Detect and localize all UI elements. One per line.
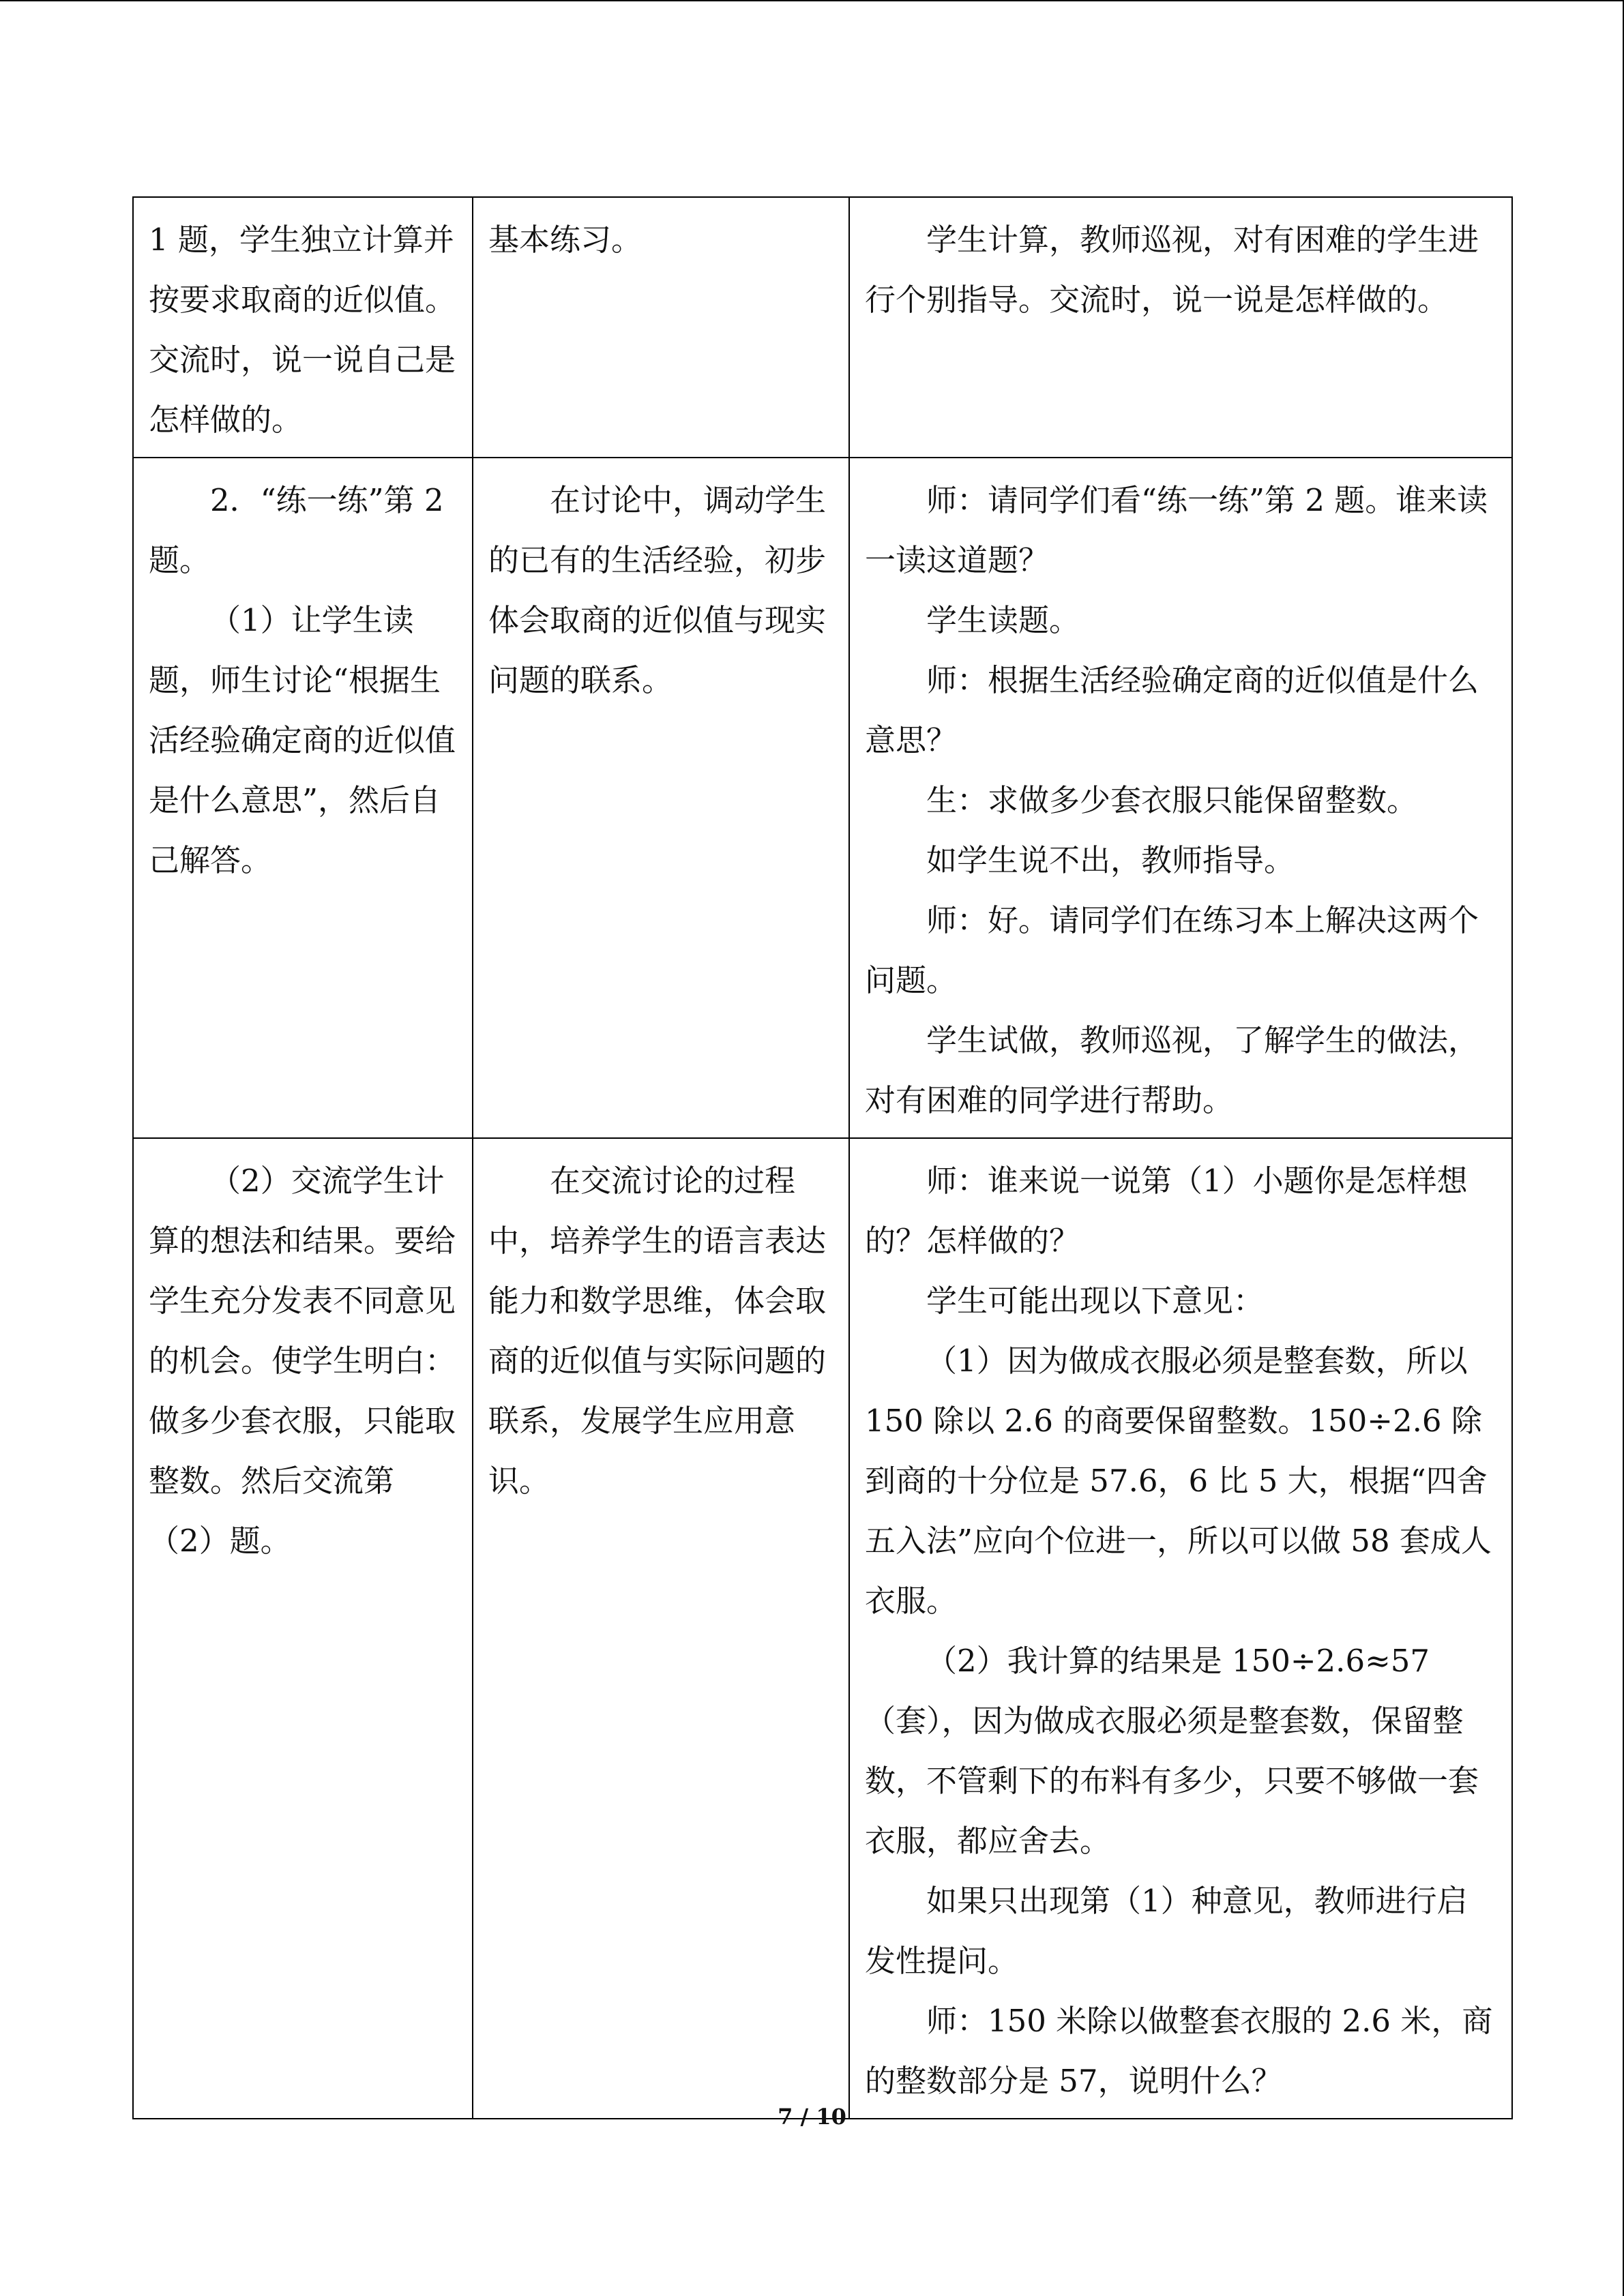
process-cell [849,1138,1512,2119]
table-row [133,1138,1512,2119]
paragraph: 学生计算，教师巡视，对有困难的学生进行个别指导。交流时，说一说是怎样做的。 [865,222,1479,318]
activity-cell [133,197,473,458]
process-cell [849,197,1512,458]
paragraph: 师：请同学们看“练一练”第 2 题。谁来读一读这道题？ [865,482,1488,578]
paragraph: 如学生说不出，教师指导。 [926,842,1295,878]
intent-cell [473,1138,849,2119]
paragraph: 在交流讨论的过程中，培养学生的语言表达能力和数学思维，体会取商的近似值与实际问题的联系，发展学生应用意识。 [488,1163,827,1499]
paragraph: （2）交流学生计算的想法和结果。要给学生充分发表不同意见的机会。使学生明白：做多少套衣服，只能取整数。然后交流第（2）题。 [149,1163,456,1559]
paragraph: （1）因为做成衣服必须是整套数，所以 150 除以 2.6 的商要保留整数。150÷2.6 除到商的十分位是 57.6，6 比 5 大，根据“四舍五入法”应向个位进一，所以可以做 58 套成人衣服。 [865,1343,1492,1619]
paragraph: 1 题，学生独立计算并按要求取商的近似值。交流时，说一说自己是怎样做的。 [149,222,456,438]
intent-cell [473,197,849,458]
lesson-plan-table [132,196,1513,2119]
intent-cell [473,458,849,1138]
paragraph: 在讨论中，调动学生的已有的生活经验，初步体会取商的近似值与现实问题的联系。 [488,482,827,698]
paragraph: 生：求做多少套衣服只能保留整数。 [926,782,1418,818]
table-row [133,197,1512,458]
activity-cell [133,458,473,1138]
activity-cell [133,1138,473,2119]
process-cell [849,458,1512,1138]
paragraph: 师：好。请同学们在练习本上解决这两个问题。 [865,902,1479,998]
paragraph: 学生可能出现以下意见： [926,1283,1265,1319]
paragraph: 如果只出现第（1）种意见，教师进行启发性提问。 [865,1883,1468,1979]
paragraph: 师：根据生活经验确定商的近似值是什么意思？ [865,662,1479,758]
page-number: 7 / 10 [778,2104,846,2130]
paragraph: 2．“练一练”第 2 题。 [149,482,444,578]
paragraph: 师：谁来说一说第（1）小题你是怎样想的？怎样做的？ [865,1163,1468,1259]
paragraph: （1）让学生读题，师生讨论“根据生活经验确定商的近似值是什么意思”，然后自己解答。 [149,602,456,878]
paragraph: 基本练习。 [488,222,643,258]
paragraph: 学生试做，教师巡视，了解学生的做法，对有困难的同学进行帮助。 [865,1022,1479,1118]
paragraph: 学生读题。 [926,602,1080,638]
table-row [133,458,1512,1138]
paragraph: 师：150 米除以做整套衣服的 2.6 米，商的整数部分是 57，说明什么？ [865,2003,1493,2099]
paragraph: （2）我计算的结果是 150÷2.6≈57（套），因为做成衣服必须是整套数，保留整数，不管剩下的布料有多少，只要不够做一套衣服，都应舍去。 [865,1643,1479,1859]
